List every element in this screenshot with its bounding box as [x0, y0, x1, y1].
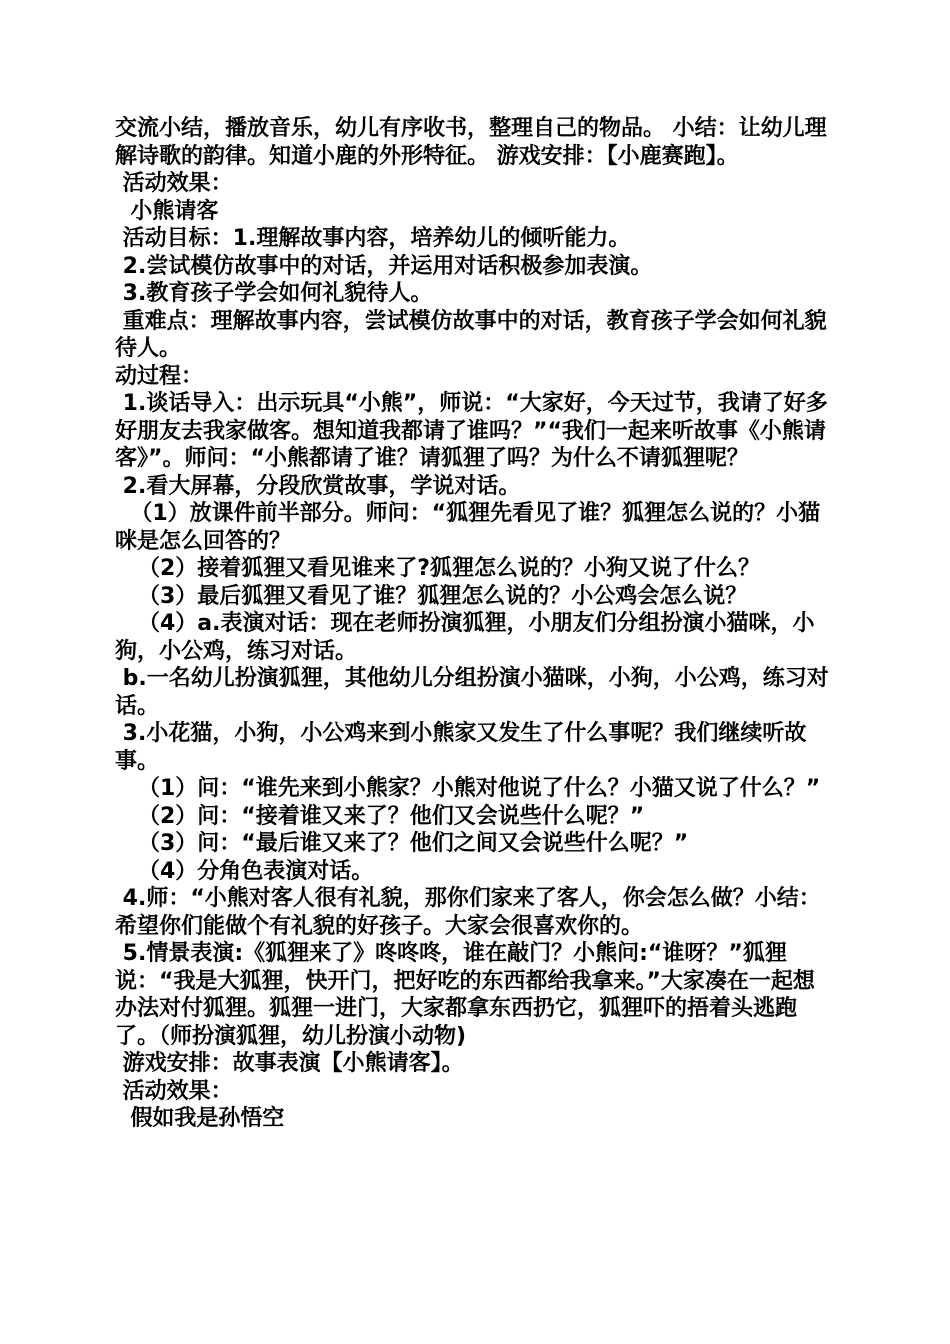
paragraph-goal-3: 3.教育孩子学会如何礼貌待人。	[115, 281, 433, 306]
paragraph-step-3-2: （2）问：“接着谁又来了？他们又会说些什么呢？”	[115, 803, 645, 829]
paragraph-game-arrangement: 游戏安排：故事表演【小熊请客】。	[115, 1051, 464, 1076]
paragraph-step-2-1: （1）放课件前半部分。师问：“狐狸先看见了谁？狐狸怎么说的？小猫咪是怎么回答的？	[115, 501, 821, 554]
paragraph-step-4: 4.师：“小熊对客人很有礼貌，那你们家来了客人，你会怎么做？小结：希望你们能做个有礼貌的好孩子。大家会很喜欢你的。	[115, 886, 821, 939]
paragraph-activity-effect: 活动效果：	[115, 171, 233, 196]
paragraph-step-3-1: （1）问：“谁先来到小熊家？小熊对他说了什么？小猫又说了什么？”	[115, 776, 821, 801]
paragraph-step-2-4b: b.一名幼儿扮演狐狸，其他幼儿分组扮演小猫咪，小狗，小公鸡，练习对话。	[115, 666, 829, 719]
paragraph-step-2: 2.看大屏幕，分段欣赏故事，学说对话。	[115, 473, 521, 499]
paragraph-step-5: 5.情景表演:《狐狸来了》咚咚咚，谁在敲门？小熊问:“谁呀？”狐狸说：“我是大狐狸，快开门，把好吃的东西都给我拿来。”大家凑在一起想办法对付狐狸。狐狸一进门，大家都拿东西扔它，狐狸吓的捂着头逃跑了。（师扮演狐狸，幼儿扮演小动物)	[115, 941, 815, 1049]
paragraph-step-2-4a: （4）a.表演对话：现在老师扮演狐狸，小朋友们分组扮演小猫咪，小狗，小公鸡，练习对话。	[115, 611, 815, 664]
paragraph-step-3-3: （3）问：“最后谁又来了？他们之间又会说些什么呢？”	[115, 831, 689, 856]
paragraph-summary-deer: 交流小结，播放音乐，幼儿有序收书，整理自己的物品。 小结：让幼儿理解诗歌的韵律。知道小鹿的外形特征。 游戏安排：【小鹿赛跑】。	[115, 116, 827, 169]
paragraph-step-3-4: （4）分角色表演对话。	[115, 858, 374, 884]
paragraph-process-heading: 动过程：	[115, 363, 204, 389]
section-title-bear-party: 小熊请客	[115, 198, 219, 224]
document-body	[115, 115, 835, 1133]
paragraph-key-points: 重难点：理解故事内容，尝试模仿故事中的对话，教育孩子学会如何礼貌待人。	[115, 308, 827, 361]
paragraph-goal-1: 活动目标：1.理解故事内容，培养幼儿的倾听能力。	[115, 226, 631, 251]
paragraph-step-1: 1.谈话导入：出示玩具“小熊”，师说：“大家好，今天过节，我请了好多好朋友去我家做客。想知道我都请了谁吗？”“我们一起来听故事《小熊请客》”。师问：“小熊都请了谁？请狐狸了吗？为什么不请狐狸呢？	[115, 391, 828, 471]
paragraph-step-2-3: （3）最后狐狸又看见了谁？狐狸怎么说的？小公鸡会怎么说？	[115, 583, 748, 609]
section-title-monkey-king: 假如我是孙悟空	[115, 1106, 285, 1131]
paragraph-step-3: 3.小花猫，小狗，小公鸡来到小熊家又发生了什么事呢？我们继续听故事。	[115, 721, 807, 774]
paragraph-activity-effect-2: 活动效果：	[115, 1078, 233, 1104]
paragraph-step-2-2: （2）接着狐狸又看见谁来了?狐狸怎么说的？小狗又说了什么？	[115, 556, 761, 581]
paragraph-goal-2: 2.尝试模仿故事中的对话，并运用对话积极参加表演。	[115, 253, 653, 279]
